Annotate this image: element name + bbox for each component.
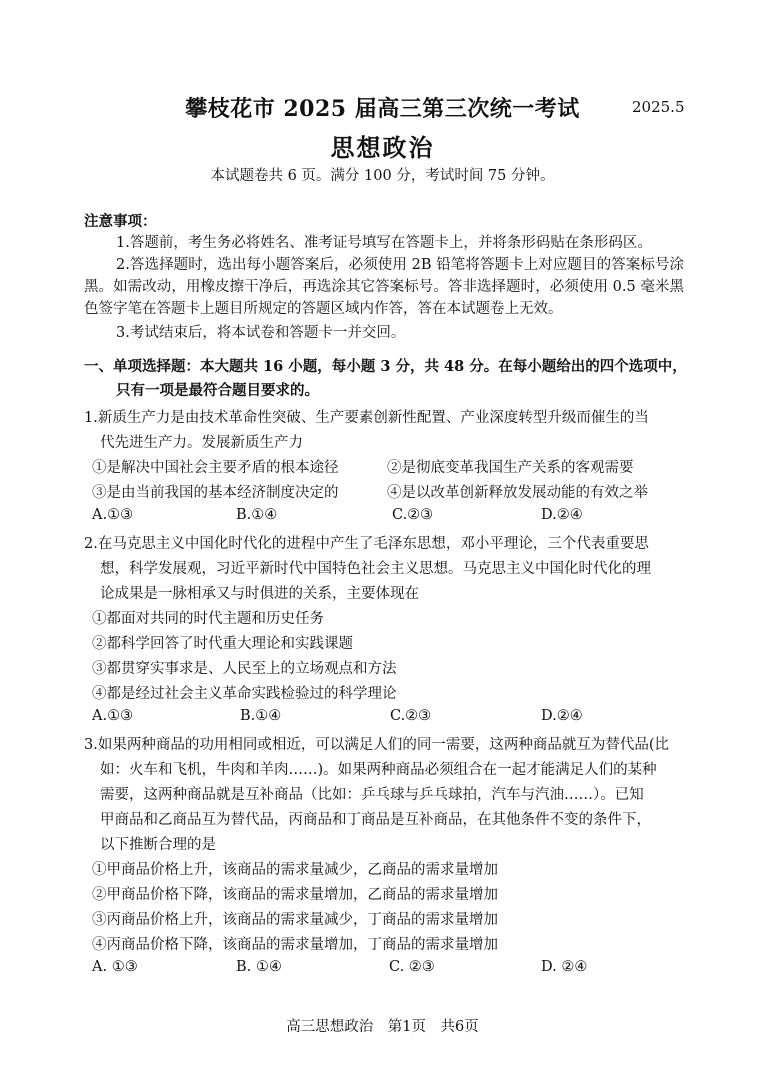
statement-item: ③丙商品价格上升，该商品的需求量减少，丁商品的需求量增加 (92, 912, 498, 928)
statement-item: ②是彻底变革我国生产关系的客观需要 (387, 460, 634, 476)
statement-item: ①都面对共同的时代主题和历史任务 (92, 611, 324, 627)
notes-heading: 注意事项： (84, 213, 157, 230)
question-stem-line: 想，科学发展观，习近平新时代中国特色社会主义思想。马克思主义中国化时代化的理 (100, 561, 651, 577)
question-stem-line: 论成果是一脉相承又与时俱进的关系，主要体现在 (100, 586, 419, 602)
section-heading-line2: 只有一项是最符合题目要求的。 (116, 382, 319, 399)
subject-title: 思想政治 (330, 133, 435, 162)
answer-option-b: B.①④ (236, 507, 278, 523)
question-stem-line: 2.在马克思主义中国化时代化的进程中产生了毛泽东思想，邓小平理论，三个代表重要思 (84, 536, 649, 552)
answer-option-d: D. ②④ (541, 959, 588, 975)
section-heading-line1: 一、单项选择题：本大题共 16 小题，每小题 3 分，共 48 分。在每小题给出的四个选项中， (84, 358, 687, 375)
statement-item: ②都科学回答了时代重大理论和实践课题 (92, 636, 353, 652)
question-stem-line: 1.新质生产力是由技术革命性突破、生产要素创新性配置、产业深度转型升级而催生的当 (84, 410, 649, 426)
question-stem-line: 以下推断合理的是 (100, 837, 216, 853)
question-stem-line: 3.如果两种商品的功用相同或相近，可以满足人们的同一需要，这两种商品就互为替代品(比 (84, 737, 669, 753)
exam-date: 2025.5 (632, 98, 685, 116)
answer-option-b: B.①④ (240, 708, 282, 724)
answer-option-a: A. ①③ (92, 959, 138, 975)
statement-item: ③是由当前我国的基本经济制度决定的 (92, 485, 339, 501)
question-stem-line: 代先进生产力。发展新质生产力 (100, 435, 303, 451)
question-stem-line: 如：火车和飞机，牛肉和羊肉……)。如果两种商品必须组合在一起才能满足人们的某种 (100, 762, 657, 778)
answer-option-c: C.②③ (392, 507, 434, 523)
exam-title: 攀枝花市 2025 届高三第三次统一考试 (185, 96, 580, 122)
statement-item: ③都贯穿实事求是、人民至上的立场观点和方法 (92, 661, 397, 677)
answer-option-c: C. ②③ (389, 959, 435, 975)
answer-option-c: C.②③ (390, 708, 432, 724)
statement-item: ①是解决中国社会主要矛盾的根本途径 (92, 460, 339, 476)
answer-option-b: B. ①④ (236, 959, 282, 975)
page-footer: 高三思想政治 第1页 共6页 (286, 1019, 479, 1035)
answer-option-d: D.②④ (541, 507, 583, 523)
question-stem-line: 甲商品和乙商品互为替代品，丙商品和丁商品是互补商品，在其他条件不变的条件下， (100, 812, 651, 828)
statement-item: ①甲商品价格上升，该商品的需求量减少，乙商品的需求量增加 (92, 862, 498, 878)
statement-item: ④是以改革创新释放发展动能的有效之举 (387, 485, 648, 501)
note-item: 1.答题前，考生务必将姓名、准考证号填写在答题卡上，并将条形码贴在条形码区。 (116, 235, 652, 251)
statement-item: ④都是经过社会主义革命实践检验过的科学理论 (92, 686, 397, 702)
exam-info: 本试题卷共 6 页。满分 100 分，考试时间 75 分钟。 (210, 168, 555, 184)
answer-option-a: A.①③ (92, 507, 134, 523)
answer-option-a: A.①③ (92, 708, 134, 724)
answer-option-d: D.②④ (541, 708, 583, 724)
question-stem-line: 需要，这两种商品就是互补商品（比如：乒乓球与乒乓球拍，汽车与汽油……）。已知 (100, 787, 644, 803)
note-item: 3.考试结束后，将本试卷和答题卡一并交回。 (116, 325, 406, 341)
statement-item: ②甲商品价格下降，该商品的需求量增加，乙商品的需求量增加 (92, 887, 498, 903)
statement-item: ④丙商品价格下降，该商品的需求量增加，丁商品的需求量增加 (92, 937, 498, 953)
note-item: 2.答选择题时，选出每小题答案后，必须使用 2B 铅笔将答题卡上对应题目的答案标号涂黑。如需改动，用橡皮擦干净后，再选涂其它答案标号。答非选择题时，必须使用 0.5 毫米黑色签字笔在答题卡上题目所规定的答题区域内作答，答在本试题卷上无效。 (84, 257, 684, 317)
